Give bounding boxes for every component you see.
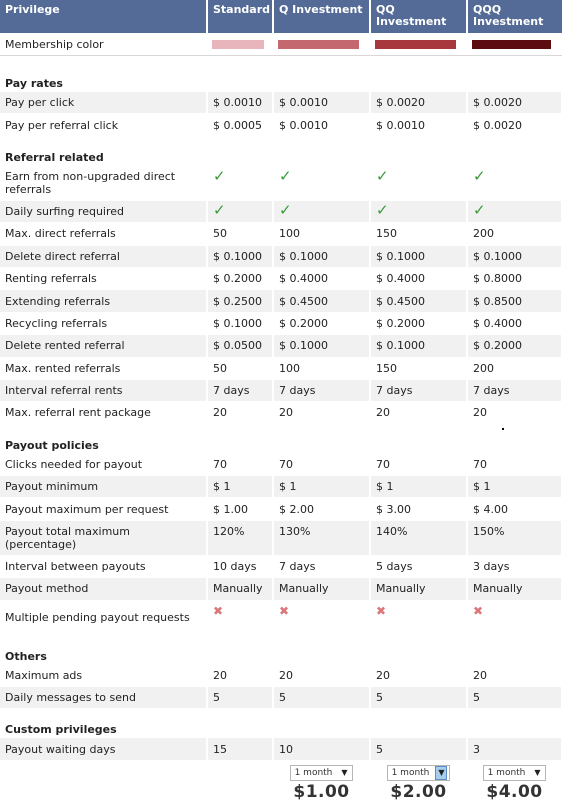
cell-value: 5 xyxy=(207,687,273,709)
duration-select-q[interactable]: 1 month ▼ xyxy=(290,765,354,781)
cross-icon: ✖ xyxy=(213,603,224,618)
cell-value: 15 xyxy=(207,738,273,760)
dropdown-arrow-icon[interactable]: ▼ xyxy=(435,766,447,780)
cell-value: 5 days xyxy=(370,555,467,577)
cell-cross xyxy=(207,600,273,635)
table-row-daily-messages-to-send xyxy=(0,687,562,709)
table-row-maximum-ads xyxy=(0,665,562,687)
cell-value: 50 xyxy=(207,223,273,245)
cell-cross xyxy=(467,600,562,635)
cell-value: $ 0.1000 xyxy=(370,335,467,357)
table-row-payout-maximum-per-request xyxy=(0,498,562,520)
table-row-earn-from-non-upgraded-direct-referrals xyxy=(0,166,562,201)
cell-value: $ 0.1000 xyxy=(370,245,467,267)
cell-value: 5 xyxy=(467,687,562,709)
plan-q xyxy=(273,760,370,802)
cell-value: $ 0.1000 xyxy=(207,312,273,334)
row-label: Payout method xyxy=(0,578,207,600)
table-row-interval-between-payouts xyxy=(0,555,562,577)
cell-check xyxy=(273,166,370,201)
table-row-multiple-pending-payout-requests xyxy=(0,600,562,635)
cell-value: 100 xyxy=(273,357,370,379)
table-row-payout-waiting-days xyxy=(0,738,562,760)
decorative-dot xyxy=(502,428,504,430)
header-q-investment: Q Investment xyxy=(273,0,370,33)
cell-check xyxy=(273,200,370,222)
row-label: Payout minimum xyxy=(0,476,207,498)
cell-value: 120% xyxy=(207,520,273,555)
cell-value: $ 0.1000 xyxy=(207,245,273,267)
row-label: Pay per click xyxy=(0,92,207,114)
row-label: Recycling referrals xyxy=(0,312,207,334)
cell-value: 20 xyxy=(370,665,467,687)
cross-icon: ✖ xyxy=(376,603,387,618)
cell-value: $ 0.4500 xyxy=(370,290,467,312)
section-header-payout-policies xyxy=(0,424,562,454)
check-icon: ✓ xyxy=(279,166,292,185)
row-label: Renting referrals xyxy=(0,267,207,289)
cell-value: $ 0.0010 xyxy=(370,114,467,136)
cell-value: $ 0.0010 xyxy=(273,92,370,114)
table-row-clicks-needed-for-payout xyxy=(0,454,562,476)
cross-icon: ✖ xyxy=(279,603,290,618)
cell-value: 150 xyxy=(370,357,467,379)
row-label: Delete direct referral xyxy=(0,245,207,267)
cell-value: 200 xyxy=(467,357,562,379)
row-label: Extending referrals xyxy=(0,290,207,312)
table-row-pay-per-click xyxy=(0,92,562,114)
section-header-referral-related xyxy=(0,136,562,166)
header-qqq-investment: QQQ Investment xyxy=(467,0,562,33)
row-label: Maximum ads xyxy=(0,665,207,687)
check-icon: ✓ xyxy=(376,201,389,220)
price-qq: $2.00 xyxy=(390,782,447,802)
duration-select-qq[interactable]: 1 month ▼ xyxy=(387,765,451,781)
cell-value: 50 xyxy=(207,357,273,379)
cell-value: $ 0.0010 xyxy=(207,92,273,114)
table-row-delete-rented-referral xyxy=(0,335,562,357)
duration-select-qqq[interactable]: 1 month ▼ xyxy=(483,765,547,781)
cell-value: 130% xyxy=(273,520,370,555)
header-qq-investment: QQ Investment xyxy=(370,0,467,33)
cell-value: 100 xyxy=(273,223,370,245)
plan-footer-row xyxy=(0,760,562,799)
section-title: Payout policies xyxy=(0,424,562,454)
cell-value: 5 xyxy=(273,687,370,709)
cell-value: $ 0.4000 xyxy=(273,267,370,289)
dropdown-arrow-icon[interactable]: ▼ xyxy=(341,768,348,778)
row-label: Payout waiting days xyxy=(0,738,207,760)
cell-value: $ 0.0020 xyxy=(467,92,562,114)
cell-value: 70 xyxy=(273,454,370,476)
cell-value: Manually xyxy=(207,578,273,600)
cell-value: $ 1 xyxy=(207,476,273,498)
header-privilege: Privilege xyxy=(0,0,207,33)
check-icon: ✓ xyxy=(279,201,292,220)
price-q: $1.00 xyxy=(293,782,350,802)
cell-check xyxy=(207,166,273,201)
row-label: Delete rented referral xyxy=(0,335,207,357)
cell-value: $ 1 xyxy=(273,476,370,498)
table-row-recycling-referrals xyxy=(0,312,562,334)
cell-value: 20 xyxy=(467,402,562,424)
section-header-pay-rates xyxy=(0,56,562,93)
color-swatch-qqq xyxy=(472,40,551,49)
color-swatch-standard xyxy=(212,40,264,49)
cell-value: 20 xyxy=(273,402,370,424)
membership-color-row xyxy=(0,33,562,56)
check-icon: ✓ xyxy=(473,201,486,220)
cell-value: $ 4.00 xyxy=(467,498,562,520)
price-qqq: $4.00 xyxy=(486,782,543,802)
row-label: Pay per referral click xyxy=(0,114,207,136)
row-label: Daily surfing required xyxy=(0,200,207,222)
cell-value: $ 0.2000 xyxy=(370,312,467,334)
cell-value: $ 1 xyxy=(467,476,562,498)
check-icon: ✓ xyxy=(213,201,226,220)
membership-color-label: Membership color xyxy=(0,33,207,56)
cell-value: 3 days xyxy=(467,555,562,577)
cell-value: $ 1.00 xyxy=(207,498,273,520)
cell-value: 150 xyxy=(370,223,467,245)
row-label: Multiple pending payout requests xyxy=(0,600,207,635)
cell-value: 7 days xyxy=(273,379,370,401)
check-icon: ✓ xyxy=(213,166,226,185)
cell-check xyxy=(207,200,273,222)
row-label: Max. rented referrals xyxy=(0,357,207,379)
row-label: Interval referral rents xyxy=(0,379,207,401)
check-icon: ✓ xyxy=(376,166,389,185)
row-label: Earn from non-upgraded direct referrals xyxy=(0,166,207,201)
plan-qq xyxy=(370,760,467,802)
row-label: Payout maximum per request xyxy=(0,498,207,520)
cell-value: $ 0.8500 xyxy=(467,290,562,312)
dropdown-arrow-icon[interactable]: ▼ xyxy=(534,768,541,778)
cell-value: 10 days xyxy=(207,555,273,577)
cell-value: 70 xyxy=(370,454,467,476)
cell-value: 7 days xyxy=(207,379,273,401)
cell-value: 70 xyxy=(467,454,562,476)
cell-value: Manually xyxy=(370,578,467,600)
cell-value: $ 0.2000 xyxy=(273,312,370,334)
table-row-max-direct-referrals xyxy=(0,223,562,245)
cell-value: 150% xyxy=(467,520,562,555)
color-swatch-q xyxy=(278,40,359,49)
cell-value: 7 days xyxy=(273,555,370,577)
cell-value: 200 xyxy=(467,223,562,245)
section-title: Custom privileges xyxy=(0,709,562,739)
cell-value: 5 xyxy=(370,738,467,760)
cell-check xyxy=(370,200,467,222)
cell-value: $ 0.0500 xyxy=(207,335,273,357)
cell-check xyxy=(370,166,467,201)
section-header-custom-privileges xyxy=(0,709,562,739)
cell-value: 20 xyxy=(467,665,562,687)
cell-value: $ 0.1000 xyxy=(273,245,370,267)
cell-cross xyxy=(370,600,467,635)
cell-value: 5 xyxy=(370,687,467,709)
cell-value: Manually xyxy=(467,578,562,600)
cell-value: $ 0.4000 xyxy=(370,267,467,289)
cell-value: 20 xyxy=(207,402,273,424)
cell-value: $ 0.0005 xyxy=(207,114,273,136)
cell-value: $ 0.1000 xyxy=(273,335,370,357)
cell-value: $ 0.0020 xyxy=(467,114,562,136)
cell-value: 20 xyxy=(273,665,370,687)
cell-check xyxy=(467,200,562,222)
cell-value: 20 xyxy=(370,402,467,424)
cell-value: 10 xyxy=(273,738,370,760)
cell-value: $ 0.4500 xyxy=(273,290,370,312)
cell-value: $ 0.0010 xyxy=(273,114,370,136)
cell-value: $ 3.00 xyxy=(370,498,467,520)
cell-value: $ 0.1000 xyxy=(467,245,562,267)
cell-value: $ 0.4000 xyxy=(467,312,562,334)
cell-value: $ 0.2500 xyxy=(207,290,273,312)
table-row-max-referral-rent-package xyxy=(0,402,562,424)
section-title: Referral related xyxy=(0,136,562,166)
header-row xyxy=(0,0,562,33)
cell-cross xyxy=(273,600,370,635)
cell-check xyxy=(467,166,562,201)
section-title: Others xyxy=(0,635,562,665)
check-icon: ✓ xyxy=(473,166,486,185)
cell-value: $ 2.00 xyxy=(273,498,370,520)
section-header-others xyxy=(0,635,562,665)
cell-value: 140% xyxy=(370,520,467,555)
cell-value: $ 0.0020 xyxy=(370,92,467,114)
cell-value: 20 xyxy=(207,665,273,687)
row-label: Interval between payouts xyxy=(0,555,207,577)
plan-qqq xyxy=(467,760,562,802)
cell-value: 7 days xyxy=(467,379,562,401)
table-row-extending-referrals xyxy=(0,290,562,312)
cell-value: $ 1 xyxy=(370,476,467,498)
header-standard: Standard xyxy=(207,0,273,33)
table-row-interval-referral-rents xyxy=(0,379,562,401)
cell-value: $ 0.2000 xyxy=(467,335,562,357)
section-title: Pay rates xyxy=(0,56,562,93)
row-label: Daily messages to send xyxy=(0,687,207,709)
table-row-daily-surfing-required xyxy=(0,200,562,222)
table-row-pay-per-referral-click xyxy=(0,114,562,136)
row-label: Max. direct referrals xyxy=(0,223,207,245)
cross-icon: ✖ xyxy=(473,603,484,618)
row-label: Payout total maximum (percentage) xyxy=(0,520,207,555)
color-swatch-qq xyxy=(375,40,456,49)
table-row-payout-total-maximum-percentage xyxy=(0,520,562,555)
row-label: Clicks needed for payout xyxy=(0,454,207,476)
cell-value: $ 0.2000 xyxy=(207,267,273,289)
cell-value: $ 0.8000 xyxy=(467,267,562,289)
table-row-payout-method xyxy=(0,578,562,600)
cell-value: Manually xyxy=(273,578,370,600)
table-row-delete-direct-referral xyxy=(0,245,562,267)
cell-value: 7 days xyxy=(370,379,467,401)
cell-value: 3 xyxy=(467,738,562,760)
cell-value: 70 xyxy=(207,454,273,476)
table-row-payout-minimum xyxy=(0,476,562,498)
row-label: Max. referral rent package xyxy=(0,402,207,424)
table-row-renting-referrals xyxy=(0,267,562,289)
table-row-max-rented-referrals xyxy=(0,357,562,379)
